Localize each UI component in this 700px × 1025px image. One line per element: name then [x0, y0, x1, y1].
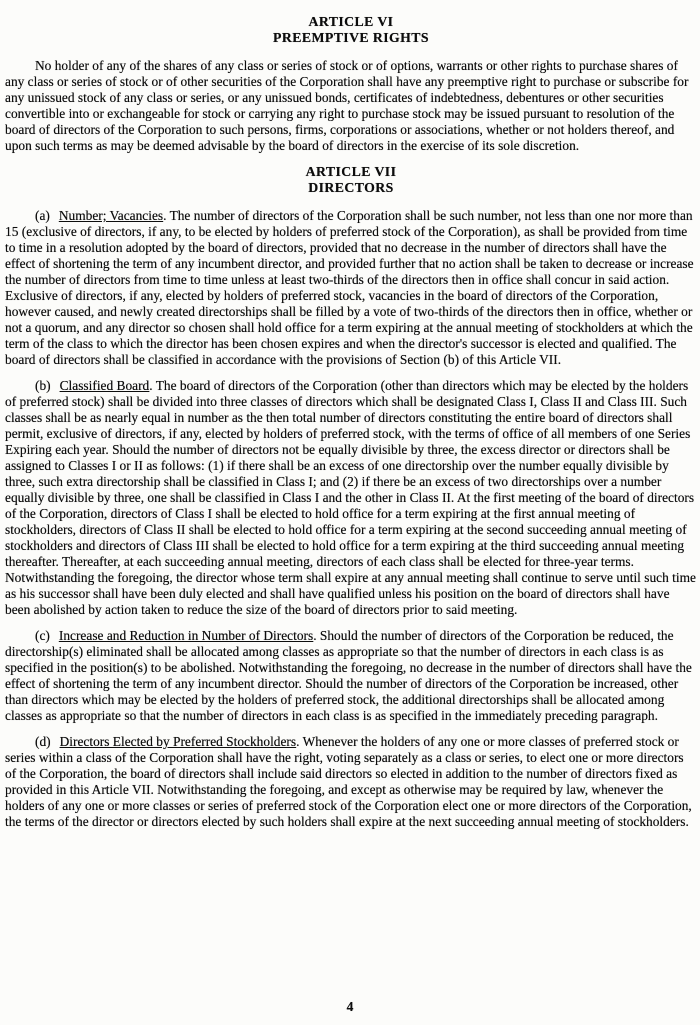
section-c-label: (c) — [35, 628, 50, 643]
article-vi-paragraph-text: No holder of any of the shares of any class or series of stock or of options, warrants or other rights to purchase shares of any class or series of stock or of other securities of the Corporation shall have any preemptive right to purchase or subscribe for any unissued stock of any class or series, or any unissued bonds, certificates of indebtedness, debentures or other securities convertible into or exchangeable for stock or carrying any right to purchase stock may be issued pursuant to resolution of the board of directors of the Corporation to such persons, firms, corporations or associations, whether or not holders thereof, and upon such terms as may be deemed advisable by the board of directors in the exercise of its sole discretion. — [5, 58, 689, 153]
article-vii-heading — [5, 164, 697, 196]
section-d-text: . Whenever the holders of any one or more classes of preferred stock or series within a class of the Corporation shall have the right, voting separately as a class or series, to elect one or more directors of the Corporation, the board of directors shall include said directors so elected in addition to the number of directors fixed as provided in this Article VII. Notwithstanding the foregoing, and except as otherwise may be required by law, whenever the holders of any one or more classes or series of preferred stock of the Corporation elect one or more directors of the Corporation, the terms of the director or directors elected by such holders shall expire at the next succeeding annual meeting of stockholders. — [5, 734, 692, 829]
article-vii-subtitle: DIRECTORS — [308, 180, 394, 195]
section-b-label: (b) — [35, 378, 51, 393]
section-a-paragraph — [5, 208, 697, 368]
article-vi-heading — [5, 14, 697, 46]
article-vii-title: ARTICLE VII — [305, 164, 397, 179]
section-a-text: . The number of directors of the Corporation shall be such number, not less than one nor more than 15 (exclusive of directors, if any, to be elected by holders of preferred stock of the Corporation), as shall be provided from time to time in a resolution adopted by the board of directors, provided that no decrease in the number of directors shall have the effect of shortening the term of any incumbent director, and provided further that no action shall be taken to decrease or increase the number of directors from time to time unless at least two-thirds of the directors then in office shall concur in said action. Exclusive of directors, if any, elected by holders of preferred stock, vacancies in the board of directors of the Corporation, however caused, and newly created directorships shall be filled by a vote of two-thirds of the directors then in office, whether or not a quorum, and any director so chosen shall hold office for a term expiring at the annual meeting of stockholders at which the term of the class to which the director has been chosen expires and when the director's successor is elected and qualified. The board of directors shall be classified in accordance with the provisions of Section (b) of this Article VII. — [5, 208, 694, 367]
article-vi-paragraph — [5, 58, 697, 154]
section-b-text: . The board of directors of the Corporation (other than directors which may be elected by the holders of preferred stock) shall be divided into three classes of directors which shall be designated Class I, Class II and Class III. Such classes shall be as nearly equal in number as the then total number of directors constituting the entire board of directors shall permit, exclusive of directors, if any, elected by holders of preferred stock, with the terms of office of all members of one Series Expiring each year. Should the number of directors not be equally divisible by three, the excess director or directors shall be assigned to Classes I or II as follows: (1) if there shall be an excess of one directorship over the number equally divisible by three, such extra directorship shall be classified in Class I; and (2) if there be an excess of two directorships over a number equally divisible by three, one shall be classified in Class I and the other in Class II. At the first meeting of the board of directors of the Corporation, directors of Class I shall be elected to hold office for a term expiring at the first annual meeting of stockholders, directors of Class II shall be elected to hold office for a term expiring at the second succeeding annual meeting of stockholders and directors of Class III shall be elected to hold office for a term expiring at the third succeeding annual meeting thereafter. Thereafter, at each succeeding annual meeting, directors of each class shall be elected for three-year terms. Notwithstanding the foregoing, the director whose term shall expire at any annual meeting shall continue to serve until such time as his successor shall have been duly elected and shall have qualified unless his position on the board of directors shall have been abolished by action taken to reduce the size of the board of directors prior to said meeting. — [5, 378, 696, 617]
article-vi-subtitle: PREEMPTIVE RIGHTS — [273, 30, 429, 45]
section-b-paragraph — [5, 378, 697, 618]
article-vi-title: ARTICLE VI — [308, 14, 394, 29]
section-a-label: (a) — [35, 208, 50, 223]
section-c-heading: Increase and Reduction in Number of Directors — [58, 628, 314, 643]
section-c-text: . Should the number of directors of the Corporation be reduced, the directorship(s) eliminated shall be allocated among classes as appropriate so that the number of directors in each class is as specified in the position(s) to be abolished. Notwithstanding the foregoing, no decrease in the number of directors shall have the effect of shortening the term of any incumbent director. Should the number of directors of the Corporation be increased, other than directors which may be elected by the holders of preferred stock, the additional directorships shall be allocated among classes as appropriate so that the number of directors in each class is as specified in the immediately preceding paragraph. — [5, 628, 692, 723]
page-number: 4 — [346, 999, 354, 1014]
section-c-paragraph — [5, 628, 697, 724]
section-d-label: (d) — [35, 734, 51, 749]
section-a-heading: Number; Vacancies — [58, 208, 164, 223]
section-d-heading: Directors Elected by Preferred Stockholders — [59, 734, 297, 749]
section-b-heading: Classified Board — [59, 378, 150, 393]
section-d-paragraph — [5, 734, 697, 830]
